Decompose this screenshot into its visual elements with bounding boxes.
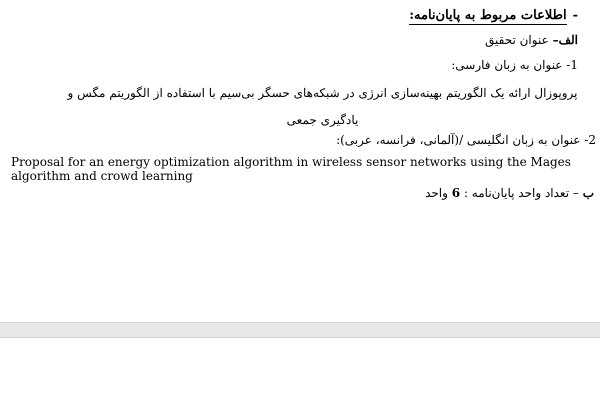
units-text: – تعداد واحد پایان‌نامه : bbox=[463, 186, 579, 200]
english-title-value: Proposal for an energy optimization algorithm in wireless sensor networks using the Mages algorithm and crowd learning bbox=[11, 155, 571, 183]
heading-text: اطلاعات مربوط به پایان‌نامه: bbox=[409, 8, 567, 23]
persian-title-value: پروپوزال ارائه یک الگوریتم بهینه‌سازی انرژی در شبکه‌های حسگر بی‌سیم با استفاده از الگوریتم مگس و یادگیری جمعی bbox=[67, 86, 578, 127]
heading-dash: - bbox=[572, 8, 578, 23]
item1-label: عنوان به زبان فارسی: bbox=[451, 58, 563, 72]
section-heading bbox=[409, 8, 578, 24]
item2-number: 2- bbox=[584, 133, 596, 147]
thesis-units-line bbox=[425, 185, 594, 201]
page-divider bbox=[0, 322, 600, 338]
blank-area bbox=[0, 338, 600, 406]
units-label: ب bbox=[582, 186, 594, 200]
subsection-label: الف– bbox=[552, 33, 578, 47]
subsection-title: عنوان تحقیق bbox=[485, 33, 549, 47]
item1-number: 1- bbox=[566, 58, 578, 72]
subsection-heading bbox=[485, 32, 578, 48]
units-count: 6 bbox=[451, 186, 461, 200]
units-suffix: واحد bbox=[425, 186, 448, 200]
item-english-title-label bbox=[336, 132, 596, 148]
item-persian-title-label bbox=[451, 57, 578, 73]
item2-label: عنوان به زبان انگلیسی /(آلمانی، فرانسه، عربی): bbox=[336, 133, 581, 147]
